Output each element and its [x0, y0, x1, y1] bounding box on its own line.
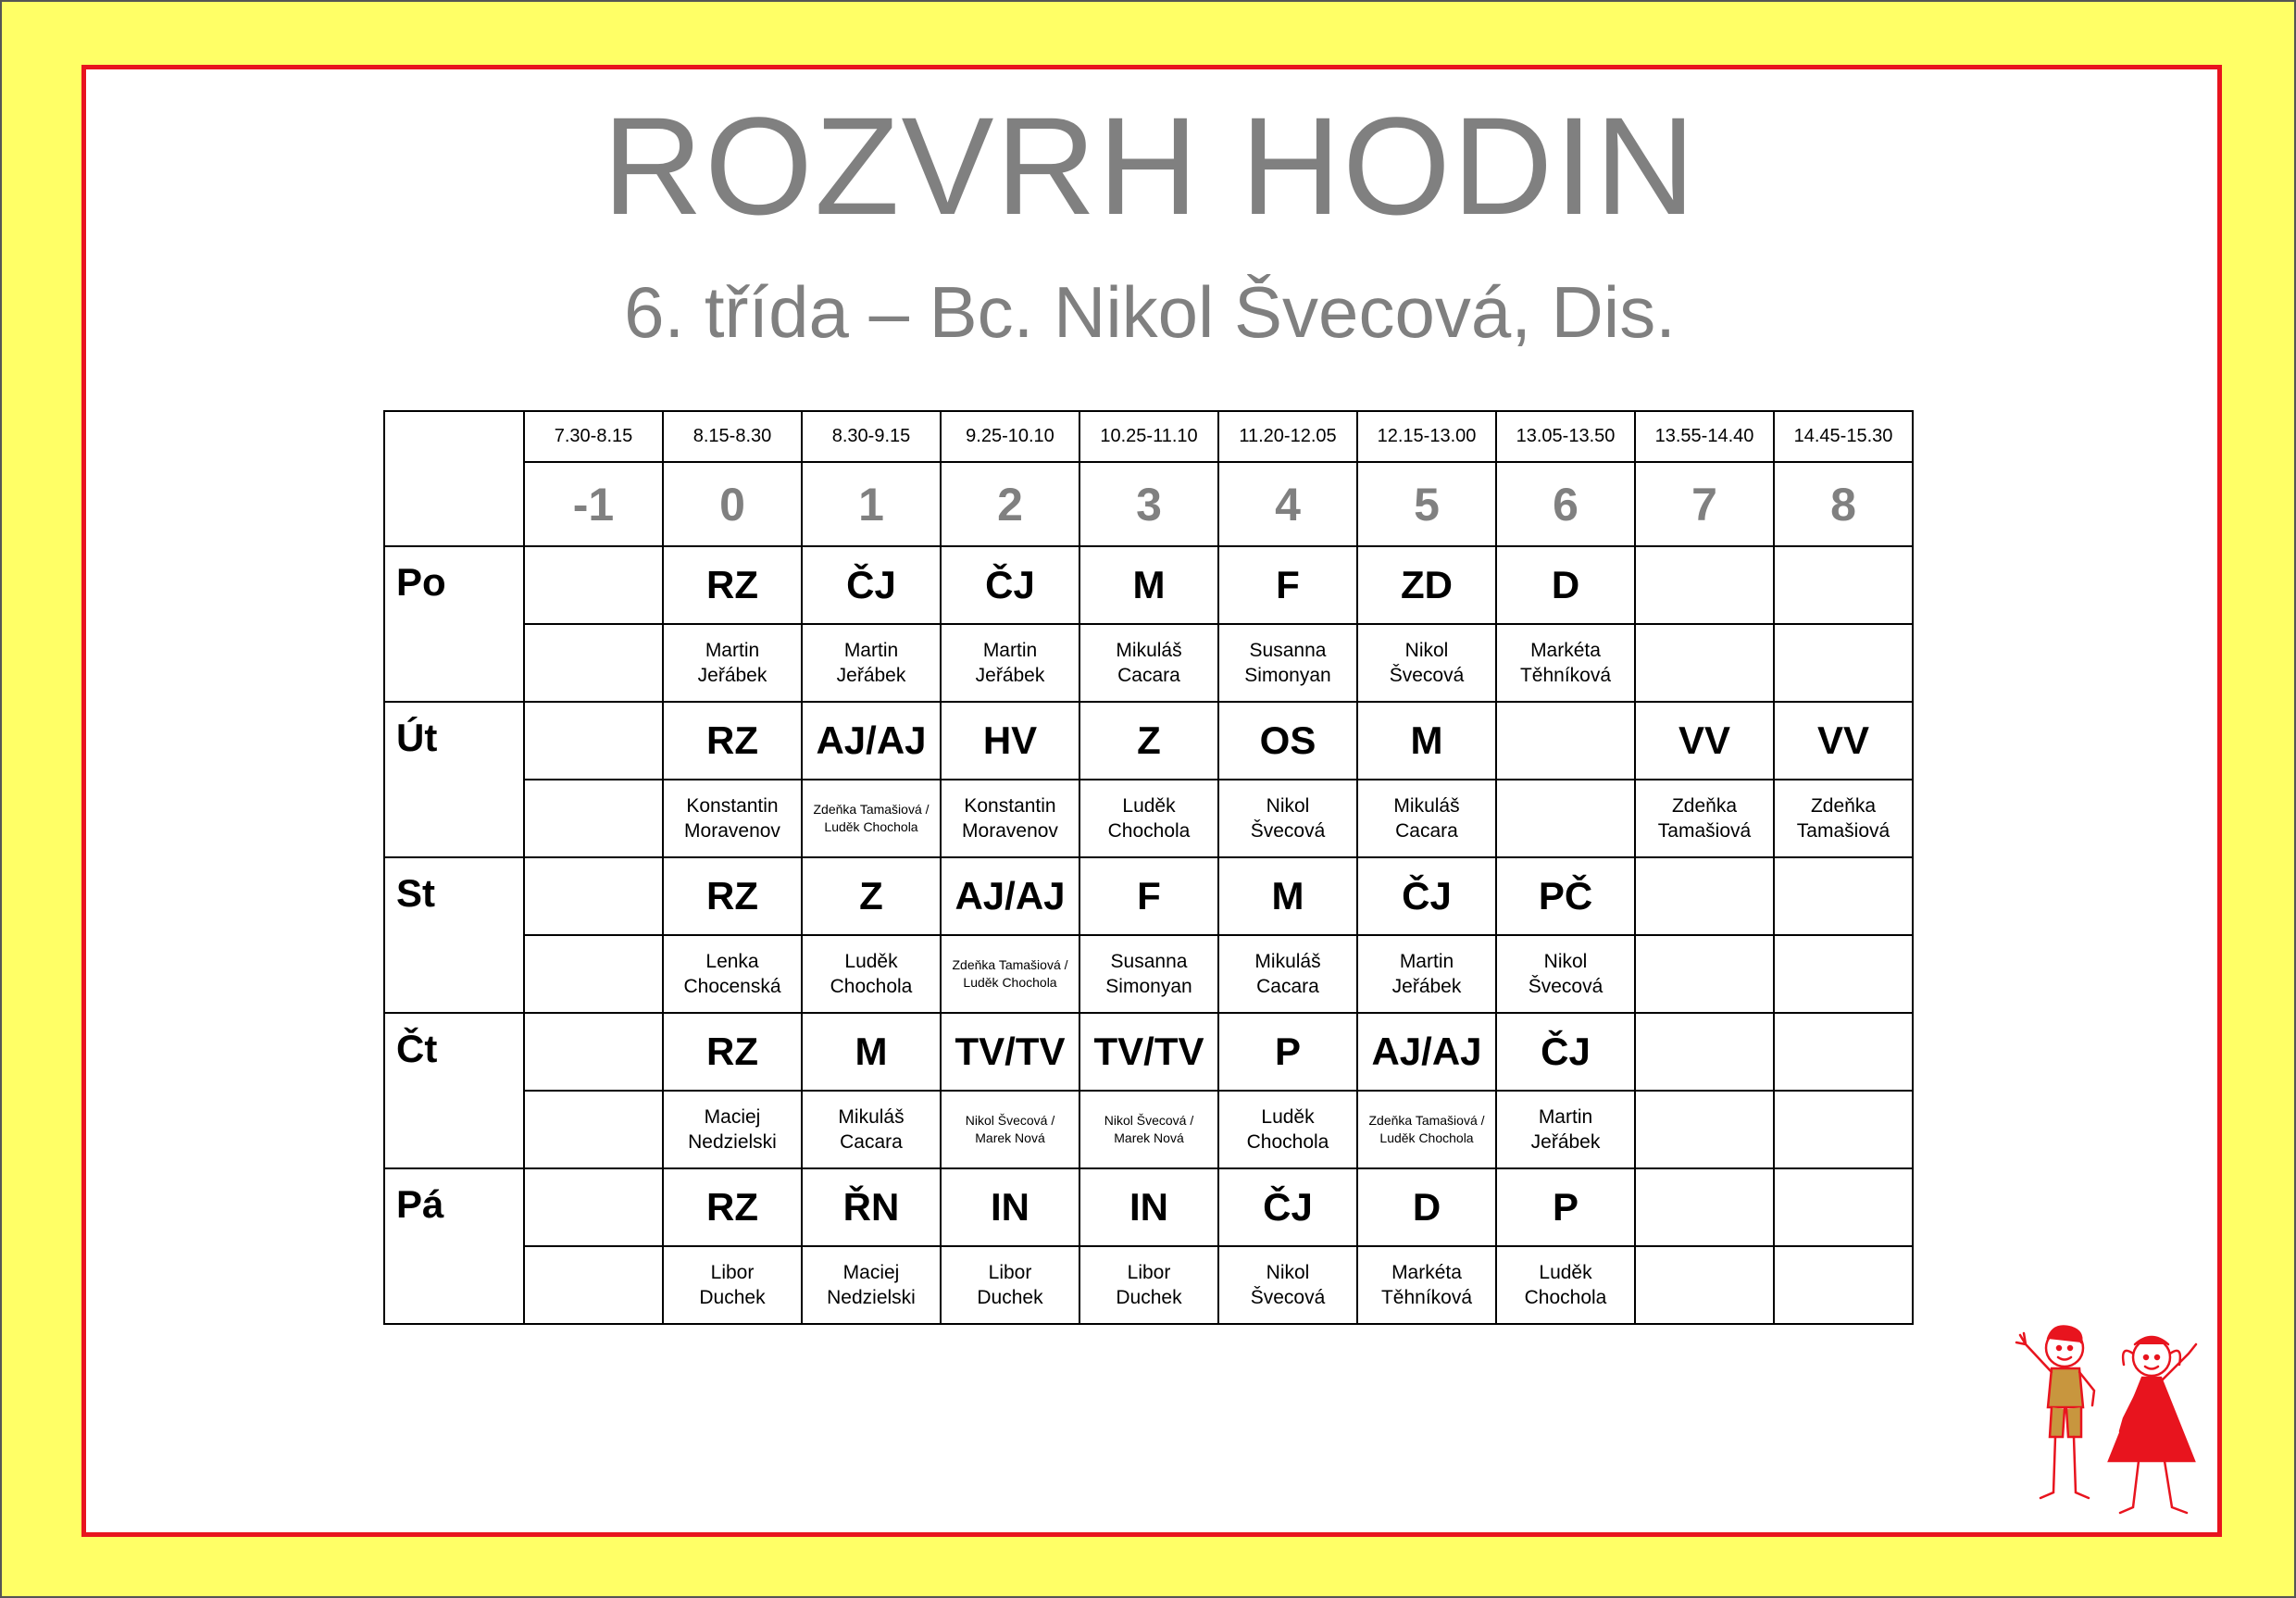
teacher-line: Susanna — [1249, 640, 1327, 661]
subject-cell: TV/TV — [941, 1013, 1079, 1091]
teacher-cell — [1357, 1246, 1496, 1324]
teacher-line: Tamašiová — [1796, 820, 1890, 842]
subject-cell: ČJ — [802, 546, 941, 624]
time-cell: 13.55-14.40 — [1635, 411, 1774, 462]
teacher-cell — [663, 1091, 802, 1168]
teacher-cell — [1218, 1091, 1357, 1168]
teacher-row — [384, 1091, 1913, 1168]
teacher-line: Martin — [1538, 1106, 1593, 1128]
teacher-cell — [1496, 780, 1635, 857]
subject-cell — [524, 1013, 663, 1091]
teacher-cell — [802, 780, 941, 857]
teacher-line: Luděk — [1122, 795, 1176, 817]
teacher-cell — [663, 935, 802, 1013]
teacher-line: Simonyan — [1244, 665, 1331, 686]
teacher-line: Susanna — [1110, 951, 1188, 972]
teacher-cell — [1357, 1091, 1496, 1168]
teacher-row — [384, 780, 1913, 857]
subject-cell: RZ — [663, 857, 802, 935]
time-cell: 9.25-10.10 — [941, 411, 1079, 462]
teacher-line: Konstantin — [964, 795, 1056, 817]
teacher-line: Maciej — [704, 1106, 761, 1128]
subject-cell: D — [1496, 546, 1635, 624]
subject-row — [384, 857, 1913, 935]
period-number-cell: 8 — [1774, 462, 1913, 546]
teacher-line: Moravenov — [684, 820, 780, 842]
subject-cell: AJ/AJ — [1357, 1013, 1496, 1091]
teacher-cell — [1635, 1246, 1774, 1324]
time-cell: 14.45-15.30 — [1774, 411, 1913, 462]
subject-cell: M — [802, 1013, 941, 1091]
header-corner-cell — [384, 411, 524, 546]
timetable — [383, 410, 1914, 1325]
teacher-line: Mikuláš — [1254, 951, 1321, 972]
subject-cell: Z — [802, 857, 941, 935]
teacher-line: Jeřábek — [697, 665, 767, 686]
teacher-line: Luděk — [1261, 1106, 1315, 1128]
teacher-line: Nikol — [1404, 640, 1449, 661]
subject-cell: P — [1496, 1168, 1635, 1246]
subject-cell: F — [1079, 857, 1218, 935]
subject-cell: VV — [1635, 702, 1774, 780]
subject-cell — [524, 1168, 663, 1246]
period-number-cell: 5 — [1357, 462, 1496, 546]
teacher-cell — [1079, 624, 1218, 702]
teacher-line: Cacara — [1256, 976, 1319, 997]
teacher-cell — [941, 1246, 1079, 1324]
time-cell: 10.25-11.10 — [1079, 411, 1218, 462]
teacher-line: Nikol Švecová / — [965, 1113, 1055, 1128]
subject-cell: HV — [941, 702, 1079, 780]
teacher-line: Markéta — [1530, 640, 1601, 661]
teacher-cell — [1218, 935, 1357, 1013]
subject-cell — [524, 857, 663, 935]
teacher-line: Tamašiová — [1657, 820, 1752, 842]
subject-cell: M — [1218, 857, 1357, 935]
teacher-line: Libor — [1127, 1262, 1171, 1283]
teacher-line: Mikuláš — [1116, 640, 1182, 661]
subject-cell: VV — [1774, 702, 1913, 780]
teacher-line: Mikuláš — [1393, 795, 1460, 817]
teacher-cell — [1774, 935, 1913, 1013]
teacher-cell — [663, 1246, 802, 1324]
page-subtitle: 6. třída – Bc. Nikol Švecová, Dis. — [624, 271, 1676, 353]
teacher-line: Duchek — [977, 1287, 1043, 1308]
subject-cell — [524, 702, 663, 780]
teacher-cell — [802, 1091, 941, 1168]
teacher-line: Těhníková — [1519, 665, 1612, 686]
subject-cell — [1635, 1168, 1774, 1246]
subject-row — [384, 1013, 1913, 1091]
subject-cell: IN — [1079, 1168, 1218, 1246]
period-number-cell: 2 — [941, 462, 1079, 546]
subject-cell: RZ — [663, 546, 802, 624]
teacher-cell — [1357, 780, 1496, 857]
teacher-line: Konstantin — [686, 795, 779, 817]
teacher-cell — [524, 1091, 663, 1168]
subject-cell: RZ — [663, 1013, 802, 1091]
day-label: St — [384, 857, 524, 1013]
teacher-line: Mikuláš — [838, 1106, 905, 1128]
time-cell: 13.05-13.50 — [1496, 411, 1635, 462]
subject-cell: TV/TV — [1079, 1013, 1218, 1091]
teacher-cell — [1218, 780, 1357, 857]
teacher-cell — [1079, 935, 1218, 1013]
teacher-cell — [1635, 935, 1774, 1013]
subject-cell — [524, 546, 663, 624]
teacher-line: Martin — [1399, 951, 1454, 972]
teacher-line: Chochola — [1524, 1287, 1607, 1308]
time-cell: 11.20-12.05 — [1218, 411, 1357, 462]
teacher-cell — [1357, 624, 1496, 702]
teacher-line: Nikol — [1266, 795, 1310, 817]
teacher-line: Chochola — [1246, 1131, 1329, 1153]
teacher-line: Švecová — [1389, 665, 1465, 686]
teacher-line: Martin — [982, 640, 1038, 661]
teacher-line: Moravenov — [962, 820, 1058, 842]
day-label: Pá — [384, 1168, 524, 1324]
teacher-cell — [1218, 1246, 1357, 1324]
teacher-line: Zdeňka Tamašiová / — [813, 802, 930, 817]
subject-cell: Z — [1079, 702, 1218, 780]
teacher-line: Cacara — [1395, 820, 1458, 842]
teacher-line: Nedzielski — [827, 1287, 916, 1308]
subject-cell: ČJ — [1357, 857, 1496, 935]
subject-cell: ČJ — [1218, 1168, 1357, 1246]
teacher-row — [384, 624, 1913, 702]
period-row — [384, 462, 1913, 546]
teacher-cell — [524, 624, 663, 702]
teacher-line: Těhníková — [1380, 1287, 1473, 1308]
teacher-line: Švecová — [1250, 820, 1326, 842]
subject-cell: PČ — [1496, 857, 1635, 935]
teacher-cell — [1079, 1246, 1218, 1324]
teacher-line: Duchek — [699, 1287, 766, 1308]
day-label: Po — [384, 546, 524, 702]
teacher-line: Lenka — [705, 951, 759, 972]
period-number-cell: 3 — [1079, 462, 1218, 546]
subject-cell: AJ/AJ — [941, 857, 1079, 935]
subject-cell: OS — [1218, 702, 1357, 780]
subject-cell — [1774, 1013, 1913, 1091]
teacher-line: Zdeňka — [1810, 795, 1877, 817]
teacher-line: Chocenská — [683, 976, 781, 997]
teacher-cell — [1635, 780, 1774, 857]
subject-cell: ČJ — [941, 546, 1079, 624]
subject-cell: RZ — [663, 1168, 802, 1246]
teacher-line: Zdeňka — [1671, 795, 1738, 817]
subject-cell — [1635, 857, 1774, 935]
day-label: Čt — [384, 1013, 524, 1168]
teacher-cell — [1774, 780, 1913, 857]
teacher-cell — [1357, 935, 1496, 1013]
teacher-row — [384, 935, 1913, 1013]
page-title: ROZVRH HODIN — [602, 88, 1698, 243]
teacher-cell — [941, 624, 1079, 702]
day-label: Út — [384, 702, 524, 857]
teacher-line: Jeřábek — [836, 665, 906, 686]
subject-cell — [1774, 857, 1913, 935]
subject-row — [384, 546, 1913, 624]
time-cell: 8.15-8.30 — [663, 411, 802, 462]
teacher-cell — [1079, 1091, 1218, 1168]
subject-cell — [1635, 546, 1774, 624]
teacher-cell — [802, 935, 941, 1013]
teacher-cell — [663, 780, 802, 857]
teacher-line: Duchek — [1116, 1287, 1182, 1308]
time-cell: 8.30-9.15 — [802, 411, 941, 462]
teacher-line: Libor — [710, 1262, 755, 1283]
period-number-cell: 4 — [1218, 462, 1357, 546]
teacher-line: Chochola — [1107, 820, 1191, 842]
period-number-cell: -1 — [524, 462, 663, 546]
time-row — [384, 411, 1913, 462]
teacher-cell — [1496, 624, 1635, 702]
teacher-line: Cacara — [840, 1131, 903, 1153]
teacher-line: Jeřábek — [1530, 1131, 1601, 1153]
teacher-line: Nikol — [1266, 1262, 1310, 1283]
subject-cell — [1774, 1168, 1913, 1246]
teacher-line: Martin — [705, 640, 760, 661]
teacher-line: Marek Nová — [1114, 1130, 1184, 1145]
teacher-line: Švecová — [1528, 976, 1603, 997]
teacher-cell — [1635, 1091, 1774, 1168]
teacher-cell — [802, 1246, 941, 1324]
subject-cell: M — [1357, 702, 1496, 780]
teacher-line: Jeřábek — [975, 665, 1045, 686]
teacher-line: Markéta — [1391, 1262, 1462, 1283]
subject-cell — [1635, 1013, 1774, 1091]
teacher-line: Zdeňka Tamašiová / — [952, 957, 1068, 972]
teacher-line: Švecová — [1250, 1287, 1326, 1308]
subject-row — [384, 702, 1913, 780]
teacher-line: Martin — [843, 640, 899, 661]
period-number-cell: 6 — [1496, 462, 1635, 546]
teacher-line: Chochola — [830, 976, 913, 997]
teacher-line: Simonyan — [1105, 976, 1192, 997]
teacher-cell — [941, 1091, 1079, 1168]
period-number-cell: 0 — [663, 462, 802, 546]
subject-cell: P — [1218, 1013, 1357, 1091]
children-drawing-icon — [1998, 1317, 2220, 1539]
teacher-cell — [524, 935, 663, 1013]
subject-cell: F — [1218, 546, 1357, 624]
teacher-cell — [1218, 624, 1357, 702]
teacher-cell — [1774, 624, 1913, 702]
teacher-cell — [1774, 1246, 1913, 1324]
subject-cell: D — [1357, 1168, 1496, 1246]
teacher-line: Maciej — [842, 1262, 900, 1283]
teacher-cell — [524, 1246, 663, 1324]
teacher-line: Luděk Chochola — [963, 975, 1057, 990]
period-number-cell: 7 — [1635, 462, 1774, 546]
time-cell: 7.30-8.15 — [524, 411, 663, 462]
teacher-line: Luděk — [1539, 1262, 1592, 1283]
teacher-line: Luděk — [844, 951, 898, 972]
teacher-line: Jeřábek — [1391, 976, 1462, 997]
subject-cell: M — [1079, 546, 1218, 624]
teacher-cell — [1496, 1091, 1635, 1168]
teacher-line: Nedzielski — [688, 1131, 777, 1153]
subject-cell: RZ — [663, 702, 802, 780]
teacher-cell — [802, 624, 941, 702]
time-cell: 12.15-13.00 — [1357, 411, 1496, 462]
teacher-cell — [941, 935, 1079, 1013]
teacher-cell — [1635, 624, 1774, 702]
subject-cell — [1774, 546, 1913, 624]
subject-cell: ŘN — [802, 1168, 941, 1246]
teacher-cell — [1774, 1091, 1913, 1168]
teacher-cell — [663, 624, 802, 702]
subject-cell: AJ/AJ — [802, 702, 941, 780]
subject-cell: ZD — [1357, 546, 1496, 624]
subject-row — [384, 1168, 1913, 1246]
teacher-line: Nikol Švecová / — [1104, 1113, 1194, 1128]
teacher-cell — [1496, 935, 1635, 1013]
teacher-cell — [941, 780, 1079, 857]
teacher-line: Luděk Chochola — [1379, 1130, 1474, 1145]
teacher-line: Marek Nová — [975, 1130, 1045, 1145]
subject-cell — [1496, 702, 1635, 780]
teacher-line: Nikol — [1543, 951, 1588, 972]
subject-cell: IN — [941, 1168, 1079, 1246]
subject-cell: ČJ — [1496, 1013, 1635, 1091]
period-number-cell: 1 — [802, 462, 941, 546]
teacher-row — [384, 1246, 1913, 1324]
teacher-line: Zdeňka Tamašiová / — [1368, 1113, 1485, 1128]
teacher-line: Luděk Chochola — [824, 819, 918, 834]
teacher-cell — [1496, 1246, 1635, 1324]
teacher-line: Cacara — [1117, 665, 1180, 686]
teacher-cell — [1079, 780, 1218, 857]
teacher-line: Libor — [988, 1262, 1032, 1283]
teacher-cell — [524, 780, 663, 857]
